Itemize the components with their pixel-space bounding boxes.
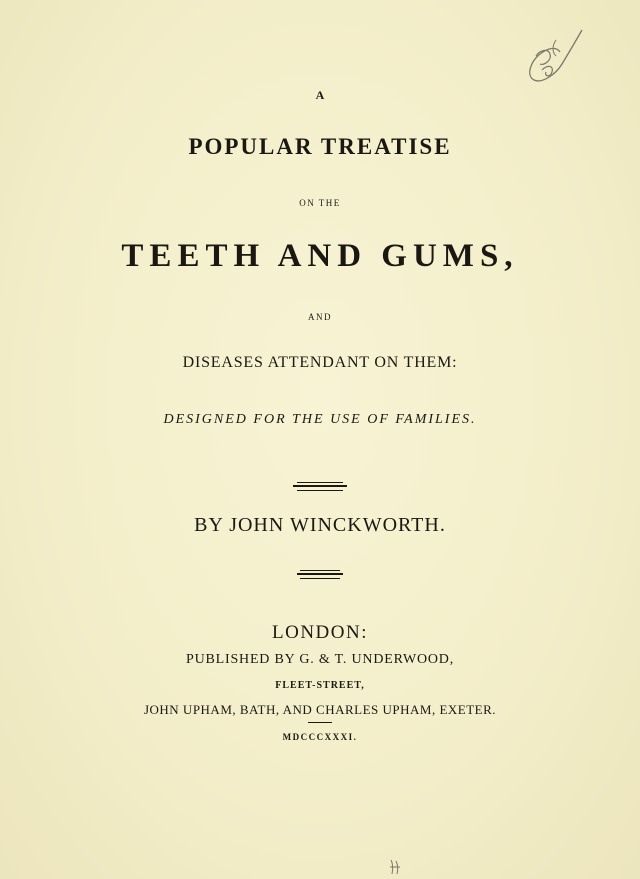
ornamental-rule-lower xyxy=(300,578,340,579)
imprint-divider xyxy=(308,722,332,723)
pencil-signature-mark-icon xyxy=(388,858,404,876)
designed-for-line: DESIGNED FOR THE USE OF FAMILIES. xyxy=(163,412,477,427)
imprint-street: FLEET-STREET, xyxy=(275,680,365,691)
title-line-3: DISEASES ATTENDANT ON THEM: xyxy=(182,354,458,371)
ornamental-rule-upper xyxy=(297,490,343,491)
ornamental-rule-upper xyxy=(297,482,343,483)
ornamental-rule-lower xyxy=(297,573,343,575)
imprint-booksellers: JOHN UPHAM, BATH, AND CHARLES UPHAM, EXETER. xyxy=(143,702,497,717)
connector-on-the: ON THE xyxy=(299,198,341,208)
pencil-shelfmark-icon xyxy=(522,26,592,90)
imprint-year: MDCCCXXXI. xyxy=(282,732,358,742)
title-line-1: POPULAR TREATISE xyxy=(188,134,452,159)
title-article: A xyxy=(315,88,325,102)
connector-and: AND xyxy=(308,312,332,322)
ornamental-rule-lower xyxy=(300,570,340,571)
imprint-publisher: PUBLISHED BY G. & T. UNDERWOOD, xyxy=(186,652,454,667)
imprint-city: LONDON: xyxy=(272,622,368,643)
author-line: BY JOHN WINCKWORTH. xyxy=(194,514,446,536)
ornamental-rule-upper xyxy=(293,485,347,487)
title-line-2: TEETH AND GUMS, xyxy=(121,238,519,274)
